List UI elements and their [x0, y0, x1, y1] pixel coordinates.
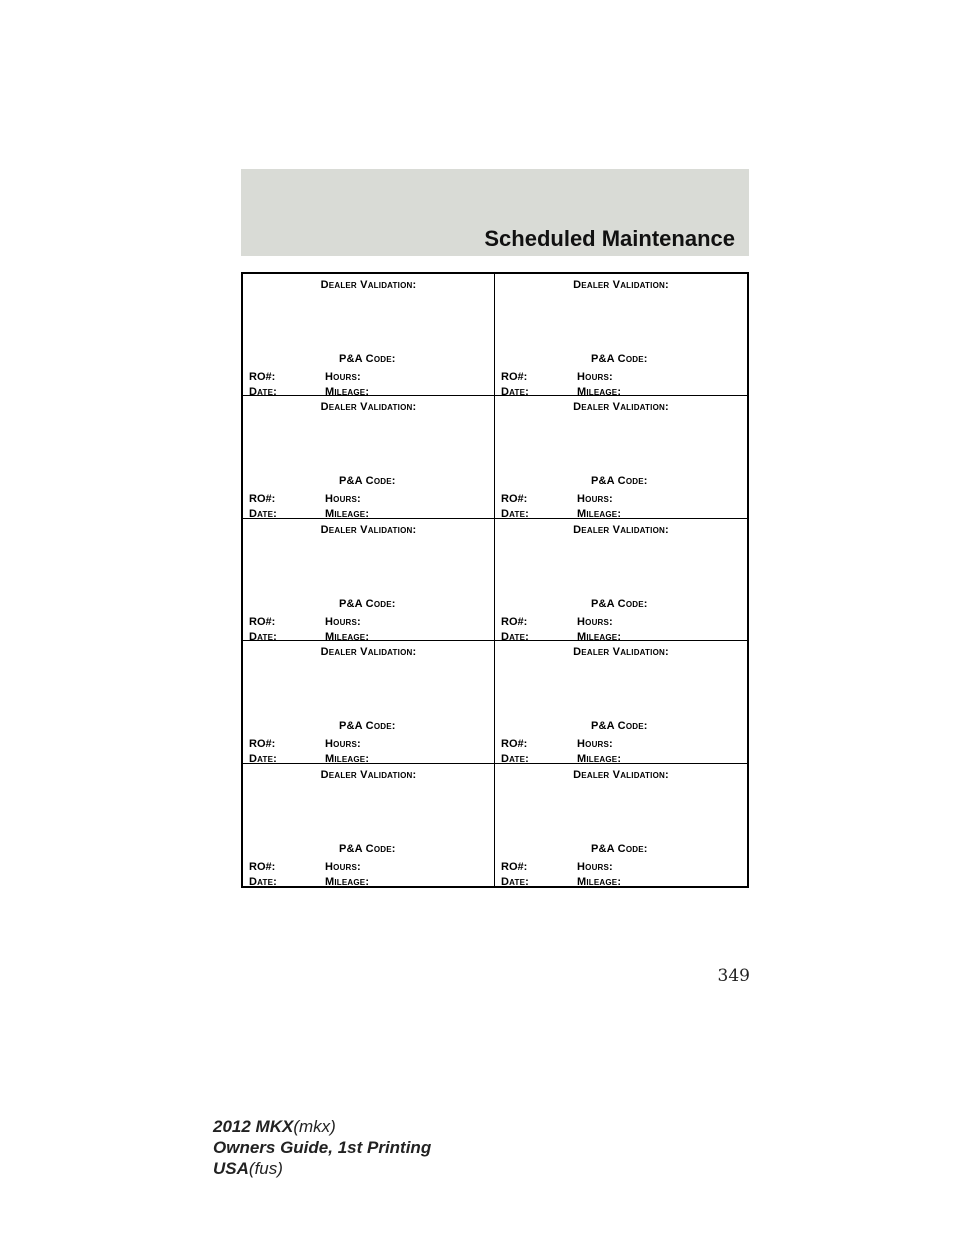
date-label: Date:: [249, 630, 278, 643]
date-label: Date:: [501, 630, 530, 643]
dealer-validation-label: Dealer Validation:: [573, 646, 669, 659]
pa-code-label: P&A Code:: [339, 842, 396, 855]
dealer-validation-label: Dealer Validation:: [320, 279, 417, 291]
hours-label: Hours:: [325, 615, 361, 628]
dealer-validation-label: Dealer Validation:: [320, 401, 417, 414]
ro-label: RO#:: [249, 738, 276, 751]
ro-label: RO#:: [249, 493, 276, 506]
dealer-validation-label: Dealer Validation:: [320, 523, 417, 536]
mileage-label: Mileage:: [577, 875, 622, 888]
validation-cell: [495, 274, 747, 396]
footer-line-2: Owners Guide, 1st Printing: [213, 1138, 432, 1157]
mileage-label: Mileage:: [577, 508, 622, 521]
pa-code-label: P&A Code:: [591, 720, 648, 733]
validation-cell: [243, 764, 495, 886]
hours-label: Hours:: [577, 738, 613, 751]
date-label: Date:: [501, 386, 530, 398]
pa-code-label: P&A Code:: [339, 597, 396, 610]
ro-label: RO#:: [501, 615, 528, 628]
ro-label: RO#:: [249, 615, 276, 628]
date-label: Date:: [501, 875, 530, 888]
hours-label: Hours:: [325, 860, 361, 873]
hours-label: Hours:: [577, 371, 613, 383]
footer-line-3: [213, 1158, 431, 1179]
hours-label: Hours:: [577, 860, 613, 873]
date-label: Date:: [249, 386, 278, 398]
dealer-validation-label: Dealer Validation:: [573, 768, 669, 781]
date-label: Date:: [249, 508, 278, 521]
footer-market-code: (fus): [248, 1159, 283, 1178]
mileage-label: Mileage:: [325, 753, 370, 766]
dealer-validation-label: Dealer Validation:: [320, 768, 417, 781]
dealer-validation-label: Dealer Validation:: [320, 646, 417, 659]
validation-cell: [495, 641, 747, 766]
validation-cell: [243, 274, 495, 396]
date-label: Date:: [501, 753, 530, 766]
pa-code-label: P&A Code:: [591, 353, 648, 365]
section-header-band: [241, 169, 749, 256]
section-title: Scheduled Maintenance: [484, 226, 735, 251]
ro-label: RO#:: [501, 860, 528, 873]
pa-code-label: P&A Code:: [339, 720, 396, 733]
date-label: Date:: [249, 875, 278, 888]
dealer-validation-label: Dealer Validation:: [573, 401, 669, 414]
validation-cell: [243, 519, 495, 641]
ro-label: RO#:: [249, 371, 276, 383]
ro-label: RO#:: [249, 860, 276, 873]
footer-market: USA: [213, 1159, 249, 1178]
hours-label: Hours:: [325, 493, 361, 506]
mileage-label: Mileage:: [577, 386, 622, 398]
footer-model-code: (mkx): [293, 1117, 336, 1136]
ro-label: RO#:: [501, 371, 528, 383]
date-label: Date:: [501, 508, 530, 521]
mileage-label: Mileage:: [325, 386, 370, 398]
mileage-label: Mileage:: [325, 630, 370, 643]
page-number: 349: [717, 966, 750, 986]
hours-label: Hours:: [577, 615, 613, 628]
validation-cell: [495, 396, 747, 521]
dealer-validation-grid: [241, 272, 749, 888]
mileage-label: Mileage:: [325, 508, 370, 521]
mileage-label: Mileage:: [577, 753, 622, 766]
pa-code-label: P&A Code:: [339, 353, 396, 365]
dealer-validation-label: Dealer Validation:: [573, 279, 669, 291]
pa-code-label: P&A Code:: [591, 597, 648, 610]
mileage-label: Mileage:: [325, 875, 370, 888]
ro-label: RO#:: [501, 493, 528, 506]
dealer-validation-label: Dealer Validation:: [573, 523, 669, 536]
hours-label: Hours:: [325, 738, 361, 751]
date-label: Date:: [249, 753, 278, 766]
hours-label: Hours:: [325, 371, 361, 383]
pa-code-label: P&A Code:: [591, 842, 648, 855]
footer-model: 2012 MKX: [213, 1117, 294, 1136]
footer-line-1: [213, 1116, 431, 1137]
print-footer: [213, 1116, 431, 1179]
validation-cell: [243, 641, 495, 766]
validation-cell: [495, 764, 747, 886]
validation-cell: [495, 519, 747, 641]
validation-cell: [243, 396, 495, 521]
mileage-label: Mileage:: [577, 630, 622, 643]
pa-code-label: P&A Code:: [339, 475, 396, 488]
hours-label: Hours:: [577, 493, 613, 506]
pa-code-label: P&A Code:: [591, 475, 648, 488]
ro-label: RO#:: [501, 738, 528, 751]
